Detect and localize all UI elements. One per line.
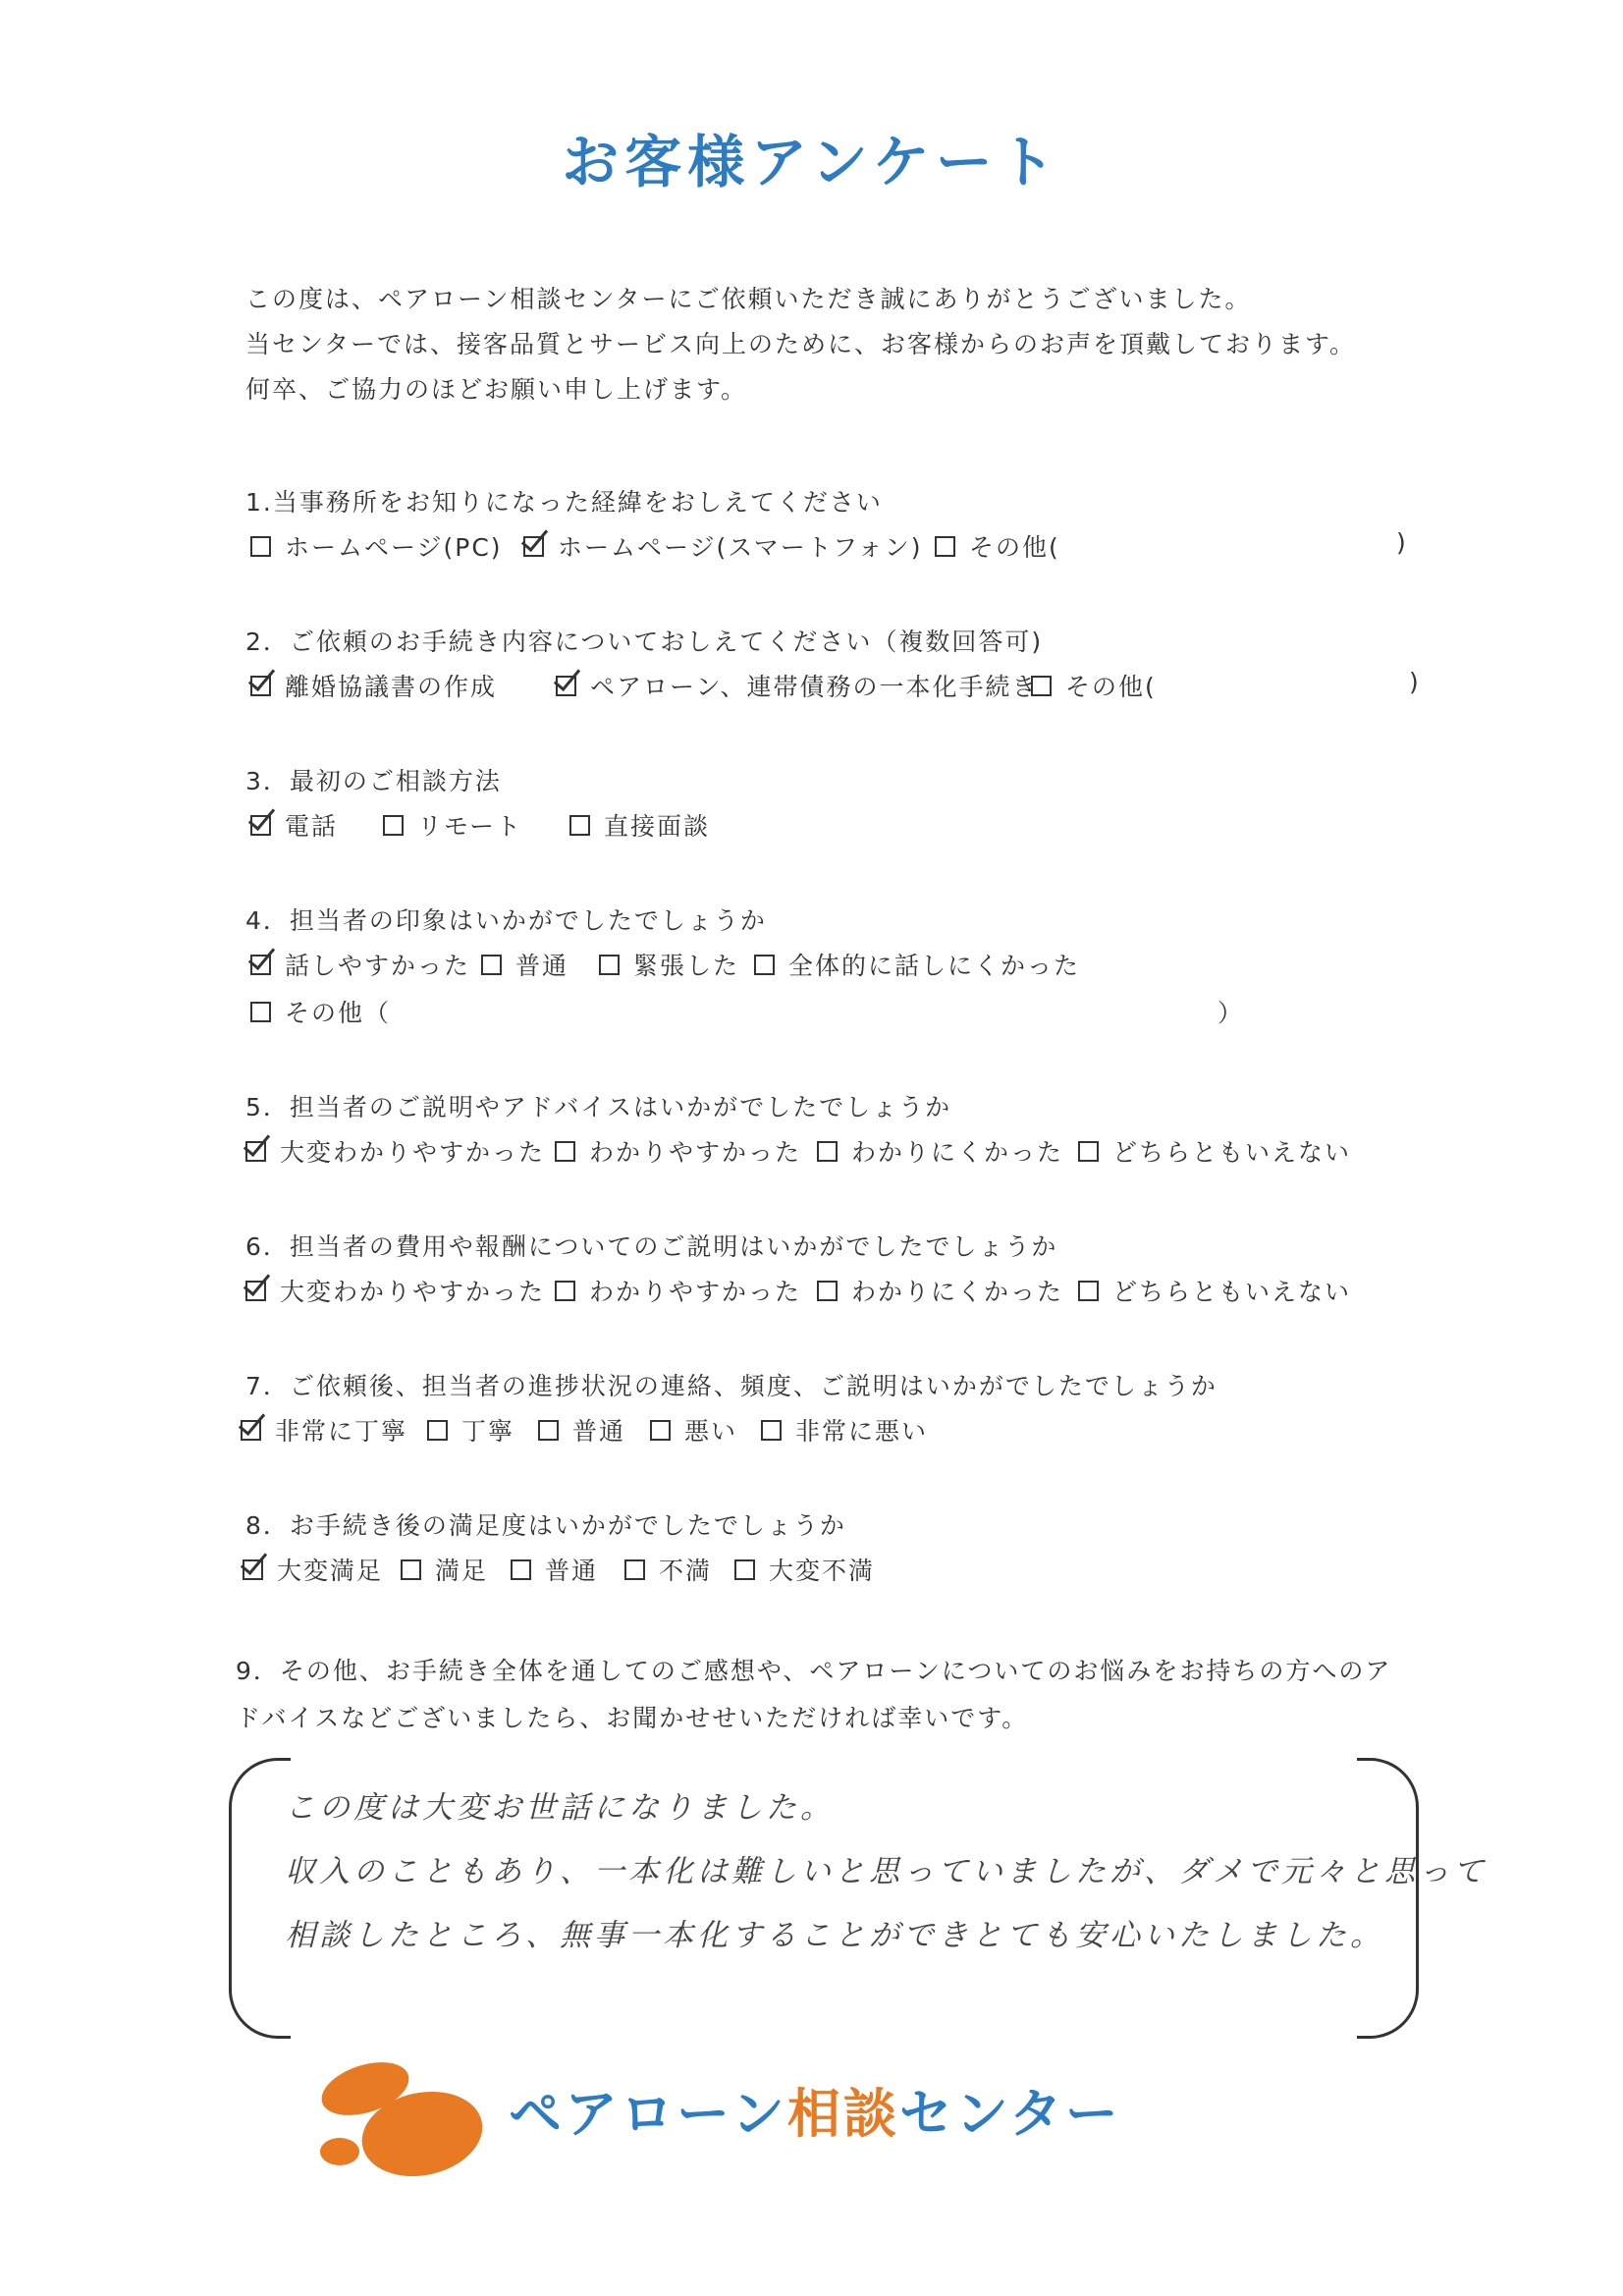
option-very-easy[interactable]: 大変わかりやすかった <box>245 1273 545 1308</box>
checkbox-unchecked-icon[interactable] <box>734 1559 755 1580</box>
question-text: 3．最初のご相談方法 <box>245 767 502 795</box>
checkbox-unchecked-icon[interactable] <box>1078 1141 1099 1162</box>
option-easy[interactable]: わかりやすかった <box>555 1133 801 1169</box>
option-easy-to-talk[interactable]: 話しやすかった <box>250 947 470 982</box>
option-satisfied[interactable]: 満足 <box>401 1552 488 1587</box>
checkbox-unchecked-icon[interactable] <box>624 1559 645 1580</box>
option-homepage-smartphone[interactable]: ホームページ(スマートフォン) <box>523 528 923 564</box>
option-normal[interactable]: 普通 <box>511 1552 598 1587</box>
option-other[interactable]: その他( <box>935 528 1060 564</box>
close-paren: ) <box>1409 668 1421 696</box>
handwritten-answer-line: 相談したところ、無事一本化することができとても安心いたしました。 <box>285 1918 1384 1953</box>
option-dissatisfied[interactable]: 不満 <box>624 1552 712 1587</box>
question-text: 6．担当者の費用や報酬についてのご説明はいかがでしたでしょうか <box>245 1232 1058 1261</box>
answer-bracket-left <box>229 1758 291 2039</box>
option-phone[interactable]: 電話 <box>250 807 338 843</box>
option-divorce-agreement[interactable]: 離婚協議書の作成 <box>250 668 497 703</box>
question-text: 4．担当者の印象はいかがでしたでしょうか <box>245 906 767 935</box>
option-neither[interactable]: どちらともいえない <box>1078 1133 1351 1169</box>
checkbox-checked-icon[interactable] <box>250 815 271 836</box>
handwritten-answer-line: 収入のこともあり、一本化は難しいと思っていましたが、ダメで元々と思って <box>285 1854 1488 1889</box>
answer-bracket-right <box>1357 1758 1419 2039</box>
option-normal[interactable]: 普通 <box>481 947 568 982</box>
intro-line: 何卒、ご協力のほどお願い申し上げます。 <box>245 375 748 404</box>
intro-line: この度は、ペアローン相談センターにご依頼いただき誠にありがとうございました。 <box>245 285 1252 313</box>
option-easy[interactable]: わかりやすかった <box>555 1273 801 1308</box>
checkbox-checked-icon[interactable] <box>241 1420 261 1441</box>
question-text: 1.当事務所をお知りになった経緯をおしえてください <box>245 488 883 517</box>
checkbox-unchecked-icon[interactable] <box>555 1281 575 1301</box>
checkbox-unchecked-icon[interactable] <box>650 1420 671 1441</box>
option-hard[interactable]: わかりにくかった <box>817 1273 1063 1308</box>
option-very-easy[interactable]: 大変わかりやすかった <box>245 1133 545 1169</box>
option-nervous[interactable]: 緊張した <box>599 947 739 982</box>
checkbox-unchecked-icon[interactable] <box>817 1141 838 1162</box>
logo-text: ペアローン相談センター <box>509 2083 1121 2145</box>
checkbox-unchecked-icon[interactable] <box>250 536 271 557</box>
checkbox-unchecked-icon[interactable] <box>555 1141 575 1162</box>
intro-text <box>245 277 1356 412</box>
checkbox-unchecked-icon[interactable] <box>250 1002 271 1022</box>
close-paren: ) <box>1396 528 1408 557</box>
option-neither[interactable]: どちらともいえない <box>1078 1273 1351 1308</box>
checkbox-checked-icon[interactable] <box>523 536 544 557</box>
logo-mark-icon <box>314 2057 491 2185</box>
option-hard-to-talk[interactable]: 全体的に話しにくかった <box>754 947 1080 982</box>
question-text: 5．担当者のご説明やアドバイスはいかがでしたでしょうか <box>245 1093 952 1121</box>
checkbox-unchecked-icon[interactable] <box>481 955 502 975</box>
checkbox-unchecked-icon[interactable] <box>1078 1281 1099 1301</box>
checkbox-unchecked-icon[interactable] <box>817 1281 838 1301</box>
checkbox-checked-icon[interactable] <box>245 1141 266 1162</box>
option-polite[interactable]: 丁寧 <box>427 1412 514 1448</box>
question-text: 8．お手続き後の満足度はいかがでしたでしょうか <box>245 1511 846 1540</box>
option-very-polite[interactable]: 非常に丁寧 <box>241 1412 407 1448</box>
checkbox-unchecked-icon[interactable] <box>538 1420 559 1441</box>
option-homepage-pc[interactable]: ホームページ(PC) <box>250 528 503 564</box>
checkbox-unchecked-icon[interactable] <box>754 955 775 975</box>
checkbox-checked-icon[interactable] <box>556 676 576 696</box>
option-normal[interactable]: 普通 <box>538 1412 625 1448</box>
option-other[interactable]: その他( <box>1031 668 1157 703</box>
checkbox-checked-icon[interactable] <box>250 955 271 975</box>
checkbox-unchecked-icon[interactable] <box>1031 676 1052 696</box>
option-in-person[interactable]: 直接面談 <box>569 807 710 843</box>
question-text: 2．ご依頼のお手続き内容についておしえてください（複数回答可) <box>245 628 1044 656</box>
option-remote[interactable]: リモート <box>383 807 522 843</box>
option-hard[interactable]: わかりにくかった <box>817 1133 1063 1169</box>
survey-title: お客様アンケート <box>562 129 1061 195</box>
checkbox-unchecked-icon[interactable] <box>401 1559 421 1580</box>
checkbox-unchecked-icon[interactable] <box>935 536 955 557</box>
handwritten-answer-line: この度は大変お世話になりました。 <box>285 1790 835 1826</box>
question-9-text: 9．その他、お手続き全体を通してのご感想や、ペアローンについてのお悩みをお持ちの方へのアドバイスなどございましたら、お聞かせせいただければ幸いです。 <box>236 1657 1392 1732</box>
close-paren: ） <box>1217 999 1245 1027</box>
option-pair-loan-consolidation[interactable]: ペアローン、連帯債務の一本化手続き <box>556 668 1039 703</box>
checkbox-checked-icon[interactable] <box>250 676 271 696</box>
checkbox-checked-icon[interactable] <box>245 1281 266 1301</box>
intro-line: 当センターでは、接客品質とサービス向上のために、お客様からのお声を頂戴しております。 <box>245 330 1357 358</box>
checkbox-unchecked-icon[interactable] <box>511 1559 531 1580</box>
question-text: 7．ご依頼後、担当者の進捗状況の連絡、頻度、ご説明はいかがでしたでしょうか <box>245 1372 1217 1400</box>
checkbox-unchecked-icon[interactable] <box>599 955 620 975</box>
checkbox-unchecked-icon[interactable] <box>569 815 590 836</box>
option-very-satisfied[interactable]: 大変満足 <box>243 1552 383 1587</box>
checkbox-checked-icon[interactable] <box>243 1559 263 1580</box>
checkbox-unchecked-icon[interactable] <box>383 815 404 836</box>
option-bad[interactable]: 悪い <box>650 1412 737 1448</box>
checkbox-unchecked-icon[interactable] <box>427 1420 448 1441</box>
option-other[interactable]: その他（ <box>250 994 391 1029</box>
option-very-dissatisfied[interactable]: 大変不満 <box>734 1552 875 1587</box>
checkbox-unchecked-icon[interactable] <box>761 1420 782 1441</box>
option-very-bad[interactable]: 非常に悪い <box>761 1412 928 1448</box>
